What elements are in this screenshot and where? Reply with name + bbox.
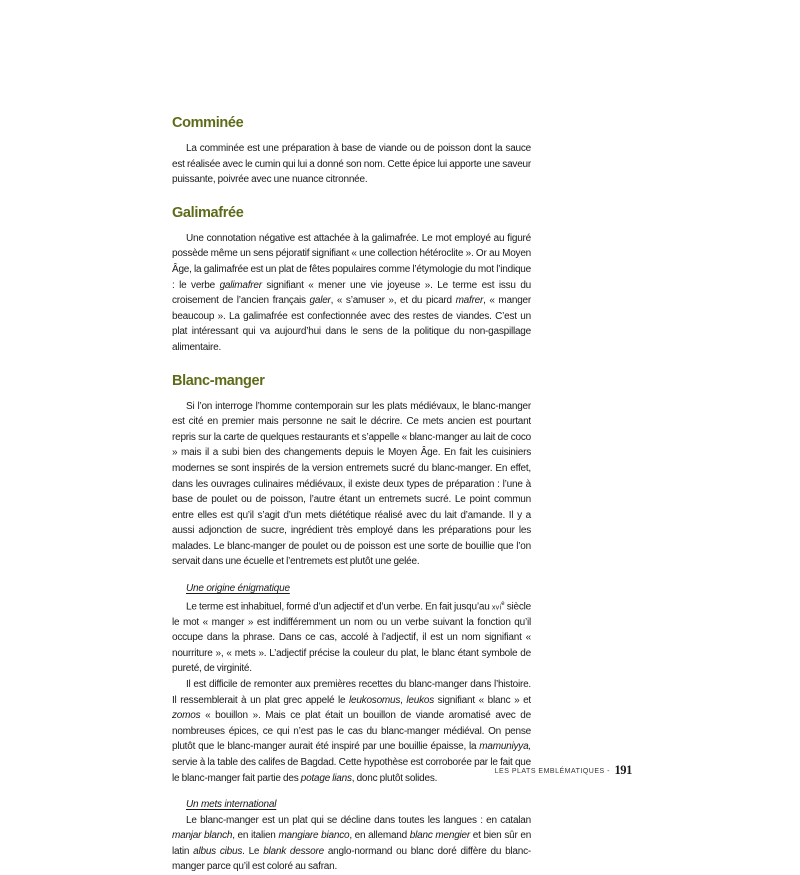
- page-footer: [495, 763, 632, 778]
- origine-paragraph-1: Le terme est inhabituel, formé d’un adjectif et d’un verbe. En fait jusqu’au xvi$^e$ siècle le mot « manger » est indifféremment un nom ou un verbe suivant la fonction qu’il occupe dans la phrase. Dans ce cas, accolé à l’adjectif, il est un nom signifiant « nourriture », « mets ». L’adjectif précise la couleur du plat, le blanc étant symbole de pureté, de virginité.: [172, 600, 531, 675]
- subheading-origine: Une origine énigmatique: [186, 583, 290, 595]
- origine-paragraph-2: Il est difficile de remonter aux premières recettes du blanc-manger dans l’histoire. Il ressemblerait à un plat grec appelé le leukosomus, leukos signifiant « blanc » et zomos « bouillon ». Mais ce plat était un bouillon de viande aromatisé avec de nombreuses épices, ce qui n’est pas le cas du blanc-manger médiéval. On pense plutôt que le blanc-manger aurait été inspiré par une bouillie épaisse, la mamuniyya, servie à la table des califes de Bagdad. Cette hypothèse est corroborée par le fait que le blanc-manger fait partie des potage lians, donc plutôt solides.: [172, 678, 531, 784]
- term-galimafrer: galimafrer: [219, 279, 262, 291]
- section-title-galimafree: Galimafrée: [172, 204, 244, 221]
- section-title-blanc-manger: Blanc-manger: [172, 372, 265, 389]
- text-column: [172, 114, 531, 875]
- blanc-manger-intro: Si l’on interroge l’homme contemporain sur les plats médiévaux, le blanc-manger est cité en premier mais personne ne sait le décrire. Ce mets ancien est pourtant repris sur la carte de quelques restaurants et s’appelle « blanc-manger au lait de coco » mais il a subi bien des changements depuis le Moyen Âge. En fait les cuisiniers modernes se sont inspirés de la version entremets sucré du blanc-manger. En effet, dans les ouvrages culinaires médiévaux, il existe deux types de préparation : l’une à base de poulet ou de poisson, l’autre étant un entremets sucré. Le point commun entre elles est qu’il s’agit d’un mets diététique réalisé avec du lait d’amande. Il y a aussi adjonction de sucre, ingrédient très employé dans les préparations pour les malades. Le blanc-manger de poulet ou de poisson est une sorte de bouillie que l’on servait dans une écuelle et l’entremets est plutôt une gelée.: [172, 400, 531, 568]
- page-number: 191: [614, 763, 632, 777]
- international-paragraph: Le blanc-manger est un plat qui se décline dans toutes les langues : en catalan manjar blanch, en italien mangiare bianco, en allemand blanc mengier et bien sûr en latin albus cibus. Le blank dessore anglo-normand ou blanc doré diffère du blanc-manger parce qu’il est coloré au safran.: [172, 814, 532, 873]
- century-numeral: xvi: [491, 601, 502, 611]
- comminee-paragraph: La comminée est une préparation à base de viande ou de poisson dont la sauce est réalisée avec le cumin qui lui a donné son nom. Cette épice lui apporte une saveur puissante, poivrée avec une nuance citronnée.: [172, 143, 531, 186]
- term-galer: galer: [309, 295, 331, 307]
- galimafree-paragraph: Une connotation négative est attachée à la galimafrée. Le mot employé au figuré possède même un sens péjoratif signifiant « une collection hétéroclite ». Or au Moyen Âge, la galimafrée est un plat de fêtes populaires comme l’étymologie du mot l’indique : le verbe galimafrer signifiant « mener une vie joyeuse ». Le terme est issu du croisement de l’ancien français galer, « s’amuser », et du picard mafrer, « manger beaucoup ». La galimafrée est confectionnée avec des restes de viandes. C’est un plat intéressant qui va aujourd’hui dans le sens de la politique du non-gaspillage alimentaire.: [172, 232, 532, 353]
- subheading-international: Un mets international: [186, 799, 277, 811]
- section-title-comminee: Comminée: [172, 115, 244, 131]
- running-head: LES PLATS EMBLÉMATIQUES -: [494, 768, 610, 775]
- term-mafrer: mafrer: [455, 295, 484, 307]
